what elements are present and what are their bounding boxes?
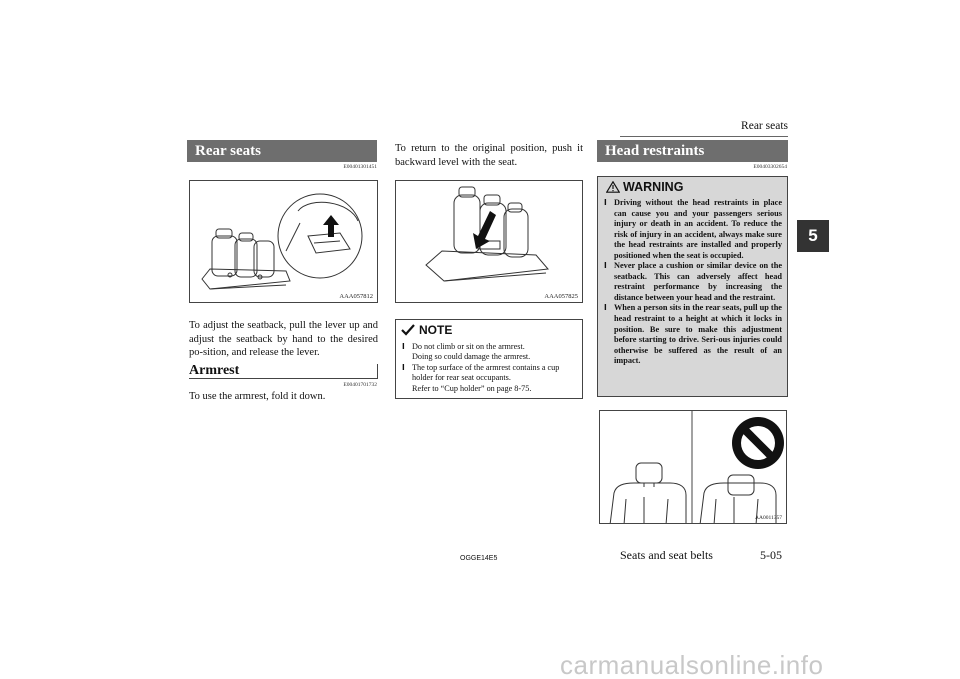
- bullet-icon: l: [604, 198, 607, 207]
- check-mark-icon: [401, 324, 415, 336]
- note-header: [401, 323, 452, 337]
- note-line: The top surface of the armrest contains a cup holder for rear seat occupants.: [412, 362, 560, 383]
- seatback-lever-figure: [189, 180, 378, 303]
- note-line: Refer to “Cup holder” on page 8-75.: [412, 383, 532, 393]
- header-rule: [620, 136, 788, 137]
- figure-code: AAA057812: [339, 293, 373, 300]
- fold-down-arrow-icon: [473, 211, 496, 249]
- head-restraints-code: E00403302654: [753, 164, 787, 170]
- note-label: NOTE: [419, 323, 453, 337]
- warning-text: When a person sits in the rear seats, pull up the head restraint to a height at which it locks in position. Be sure to make this adjustment before starting to drive. Seri-ous injuries could otherwise be suffered as the result of an impact.: [614, 303, 782, 366]
- running-title: Rear seats: [741, 120, 788, 132]
- chapter-tab[interactable]: 5: [797, 220, 829, 252]
- note-line: Do not climb or sit on the armrest.: [412, 342, 525, 351]
- armrest-rule-tick: [377, 364, 378, 378]
- note-line: Doing so could damage the armrest.: [412, 352, 531, 362]
- warning-label: WARNING: [623, 180, 684, 194]
- warning-item: [604, 261, 782, 303]
- head-restraint-figure: [599, 410, 787, 524]
- note-box: [395, 319, 583, 399]
- bullet-icon: l: [604, 303, 607, 313]
- warning-header: [606, 180, 683, 194]
- armrest-figure: [395, 180, 583, 303]
- warning-text: Driving without the head restraints in place can cause you and your passengers serious injury or death in an accident. To reduce the risk of injury in an accident, always make sure the head restraints are installed and properly positioned when the seat is occupied.: [614, 198, 782, 260]
- warning-text: Never place a cushion or similar device on the seatback. This can adversely affect head restraint performance by increasing the distance between your head and the restraint.: [614, 261, 782, 302]
- page-number: 5-05: [760, 548, 782, 562]
- rear-seats-heading: Rear seats: [187, 140, 377, 162]
- armrest-heading: Armrest: [189, 363, 240, 378]
- warning-box: [597, 176, 788, 397]
- note-list: [402, 342, 578, 394]
- head-restraint-illustration: [600, 411, 787, 524]
- note-item: [402, 363, 578, 394]
- bullet-icon: l: [402, 362, 405, 372]
- armrest-illustration: [396, 181, 583, 303]
- head-restraints-heading: Head restraints: [597, 140, 788, 162]
- watermark[interactable]: carmanualsonline.info: [560, 650, 824, 679]
- footer-section-title: Seats and seat belts: [620, 548, 713, 562]
- bullet-icon: l: [402, 342, 405, 351]
- warning-list: [604, 198, 782, 367]
- figure-code: AA0011357: [755, 515, 782, 521]
- return-paragraph: To return to the original position, push it backward level with the seat.: [395, 143, 583, 168]
- bullet-icon: l: [604, 261, 607, 271]
- note-item: [402, 342, 578, 363]
- rear-seats-code: E00401301451: [343, 164, 377, 170]
- armrest-code: E00401701732: [343, 382, 377, 388]
- armrest-rule: [189, 378, 378, 379]
- figure-code: AAA057825: [544, 293, 578, 300]
- armrest-paragraph: To use the armrest, fold it down.: [189, 391, 326, 402]
- seatback-lever-illustration: [190, 181, 378, 303]
- document-code: OGGE14E5: [460, 555, 498, 562]
- prohibited-icon: [732, 417, 784, 469]
- rear-seats-paragraph: To adjust the seatback, pull the lever up and adjust the seatback by hand to the desired po-sition, and release the lever.: [189, 320, 378, 358]
- warning-item: [604, 303, 782, 366]
- warning-item: [604, 198, 782, 261]
- warning-triangle-icon: [606, 181, 620, 193]
